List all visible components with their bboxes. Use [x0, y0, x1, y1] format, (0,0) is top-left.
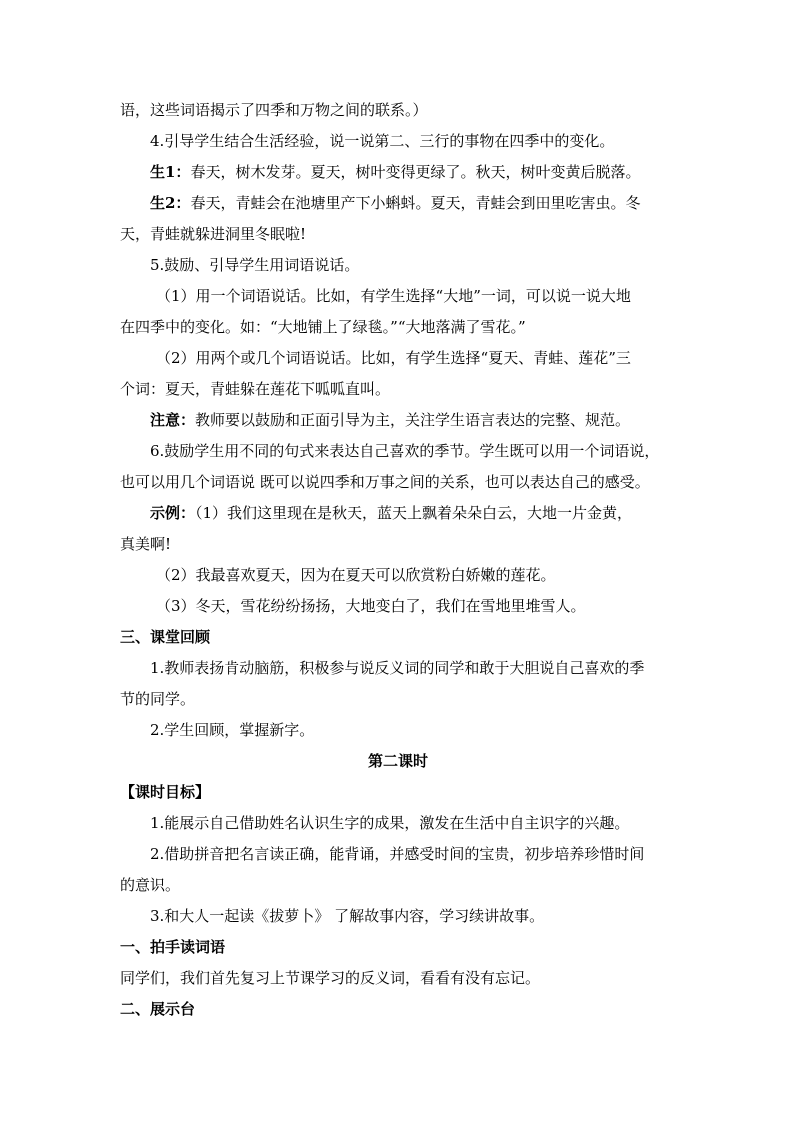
- paragraph-line: 天，青蛙就躲进洞里冬眠啦!: [120, 225, 307, 243]
- example-2: （2）我最喜欢夏天，因为在夏天可以欣赏粉白娇嫩的莲花。: [156, 566, 556, 584]
- paragraph-line: 在四季中的变化。如：“大地铺上了绿毯。”“大地落满了雪花。”: [120, 318, 526, 336]
- example-3: （3）冬天，雪花纷纷扬扬，大地变白了，我们在雪地里堆雪人。: [156, 597, 586, 615]
- note: [120, 405, 676, 436]
- step-4: 4.引导学生结合生活经验，说一说第二、三行的事物在四季中的变化。: [150, 132, 615, 150]
- paragraph-line: 同学们，我们首先复习上节课学习的反义词，看看有没有忘记。: [120, 969, 541, 987]
- note-text: 教师要以鼓励和正面引导为主，关注学生语言表达的完整、规范。: [195, 411, 631, 429]
- paragraph-line: 语，这些词语揭示了四季和万物之间的联系。）: [120, 101, 428, 119]
- section-heading-showcase: 二、展示台: [120, 1000, 196, 1018]
- document-page: [120, 95, 676, 1025]
- paragraph-line: 个词：夏天，青蛙躲在莲花下呱呱直叫。: [120, 380, 391, 398]
- student-2-label: 生2：: [150, 194, 191, 212]
- section-heading-goals: 【课时目标】: [120, 783, 211, 801]
- note-label: 注意：: [150, 411, 196, 429]
- goal-3: 3.和大人一起读《拔萝卜》 了解故事内容，学习续讲故事。: [150, 907, 545, 925]
- paragraph-line: 节的同学。: [120, 690, 196, 708]
- review-item-2: 2.学生回顾，掌握新字。: [150, 721, 315, 739]
- step-5: 5.鼓励、引导学生用词语说话。: [150, 256, 360, 274]
- step-6: 6.鼓励学生用不同的句式来表达自己喜欢的季节。学生既可以用一个词语说，: [150, 442, 660, 460]
- student-1-text: 春天，树木发芽。夏天，树叶变得更绿了。秋天，树叶变黄后脱落。: [190, 163, 641, 181]
- student-2-answer: [120, 188, 676, 219]
- student-1-label: 生1：: [150, 163, 191, 181]
- paragraph-line: 真美啊!: [120, 535, 172, 553]
- goal-1: 1.能展示自己借助姓名认识生字的成果，激发在生活中自主识字的兴趣。: [150, 814, 630, 832]
- paragraph-line: 也可以用几个词语说 既可以说四季和万事之间的关系，也可以表达自己的感受。: [120, 473, 650, 491]
- paragraph-line: 的意识。: [120, 876, 181, 894]
- lesson-title: 第二课时: [367, 752, 428, 770]
- section-heading-review: 三、课堂回顾: [120, 628, 211, 646]
- example: [120, 498, 676, 529]
- section-heading-clap: 一、拍手读词语: [120, 938, 226, 956]
- goal-2: 2.借助拼音把名言读正确，能背诵，并感受时间的宝贵，初步培养珍惜时间: [150, 845, 645, 863]
- review-item-1: 1.教师表扬肯动脑筋，积极参与说反义词的同学和敢于大胆说自己喜欢的季: [150, 659, 645, 677]
- sub-item-1: （1）用一个词语说话。比如，有学生选择“大地”一词，可以说一说大地: [156, 287, 631, 305]
- example-label: 示例：: [150, 504, 196, 522]
- example-text: （1）我们这里现在是秋天，蓝天上飘着朵朵白云，大地一片金黄，: [195, 504, 633, 522]
- sub-item-2: （2）用两个或几个词语说话。比如，有学生选择“夏天、青蛙、莲花”三: [156, 349, 631, 367]
- student-2-text: 春天，青蛙会在池塘里产下小蝌蚪。夏天，青蛙会到田里吃害虫。冬: [190, 194, 641, 212]
- student-1-answer: [120, 157, 676, 188]
